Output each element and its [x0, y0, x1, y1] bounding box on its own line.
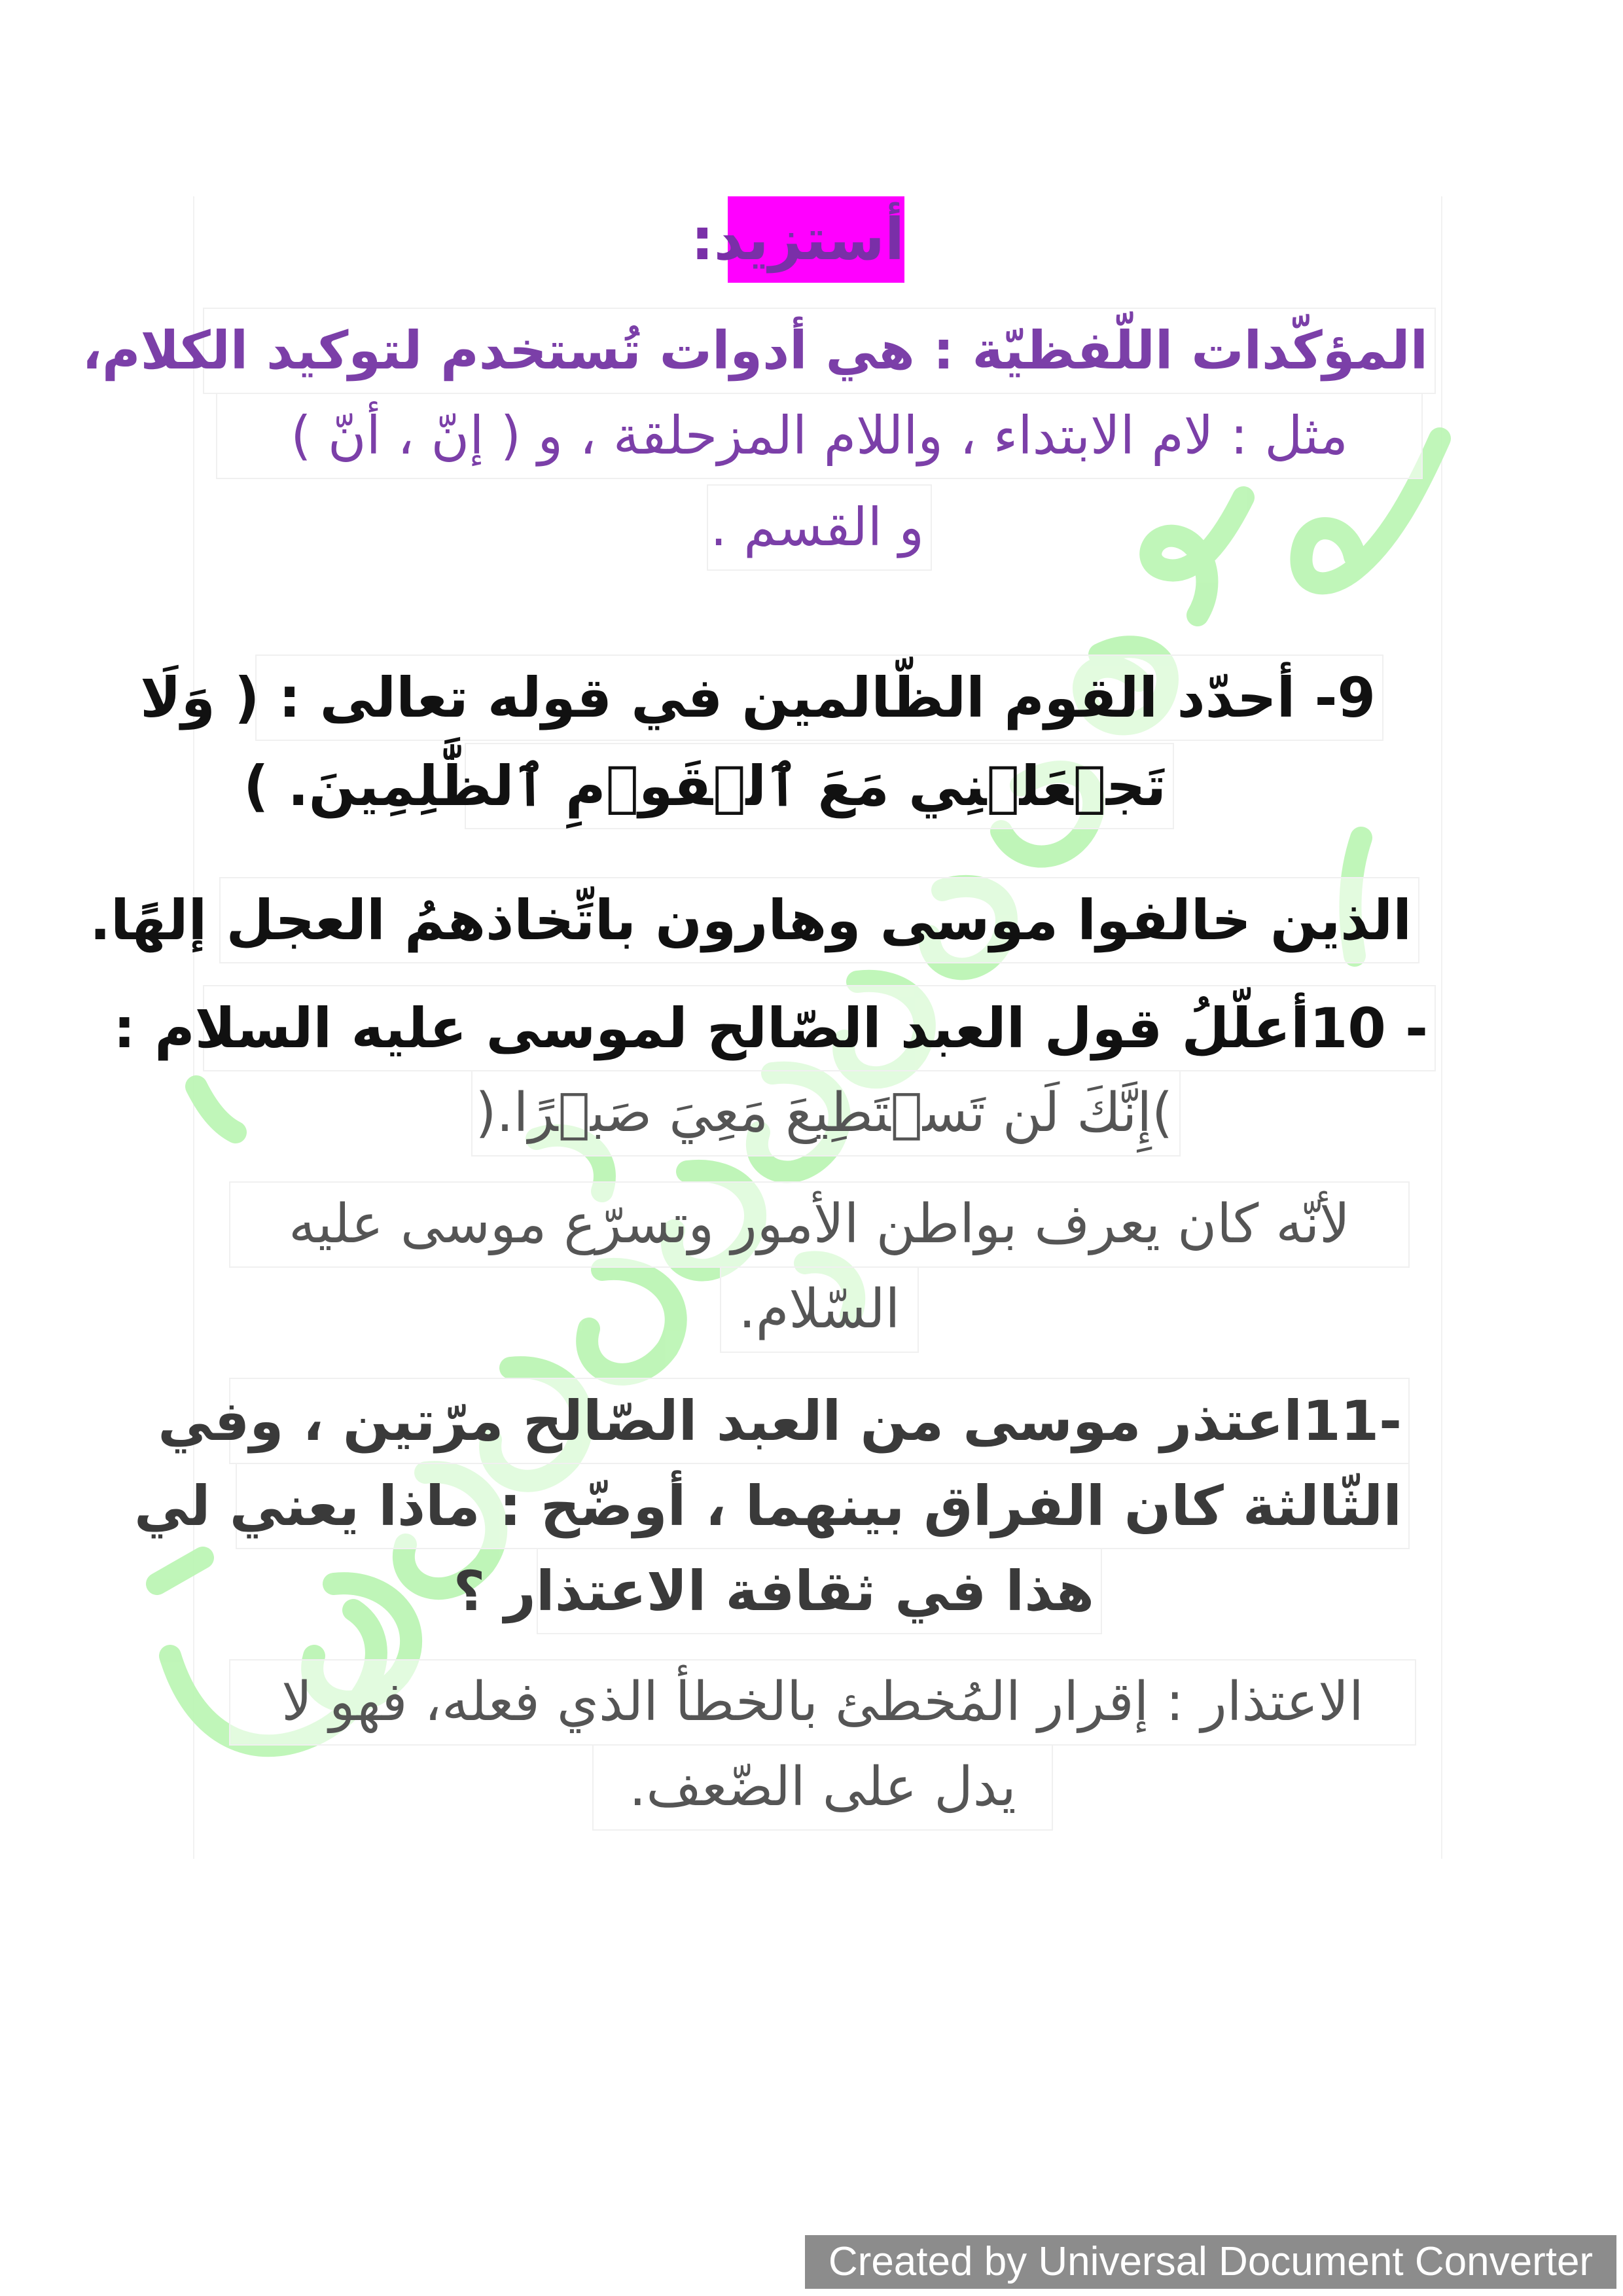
question-9-line-2: تَجۡعَلۡنِي مَعَ ٱلۡقَوۡمِ ٱلظَّٰلِمِينَ. ) [465, 743, 1174, 829]
definition-line-2: مثل : لام الابتداء ، واللام المزحلقة ، و ( إنّ ، أنّ ) [216, 393, 1423, 479]
definition-line-1: المؤكّدات اللّفظيّة : هي أدوات تُستخدم لتوكيد الكلام، [203, 308, 1436, 394]
question-11-answer-line-1: الاعتذار : إقرار المُخطئ بالخطأ الذي فعله، فهو لا [229, 1659, 1416, 1746]
question-11-line-2: الثّالثة كان الفراق بينهما ، أوضّح : ماذا يعني لي [236, 1463, 1410, 1549]
page-heading: أستزيد: [728, 196, 904, 283]
converter-credit-banner: Created by Universal Document Converter [805, 2235, 1616, 2289]
question-11-line-1: -11اعتذر موسى من العبد الصّالح مرّتين ، وفي [229, 1378, 1410, 1464]
question-10-answer-line-2: السّلام. [720, 1266, 919, 1353]
question-10-answer-line-1: لأنّه كان يعرف بواطن الأمور وتسرّع موسى عليه [229, 1181, 1410, 1268]
question-11-line-3: هذا في ثقافة الاعتذار ؟ [537, 1548, 1102, 1634]
question-9-answer: الذين خالفوا موسى وهارون باتِّخاذهمُ العجل إلهًا. [219, 877, 1419, 963]
question-11-answer-line-2: يدل على الضّعف. [592, 1744, 1053, 1831]
question-10-line-1: - 10أعلّلُ قول العبد الصّالح لموسى عليه السلام : [203, 985, 1436, 1071]
question-9-line-1: 9- أحدّد القوم الظّالمين في قوله تعالى : ( وَلَا [255, 655, 1383, 741]
definition-line-3: و القسم . [707, 484, 932, 571]
question-10-line-2: )إِنَّكَ لَن تَسۡتَطِيعَ مَعِيَ صَبۡرًا.( [471, 1070, 1181, 1157]
